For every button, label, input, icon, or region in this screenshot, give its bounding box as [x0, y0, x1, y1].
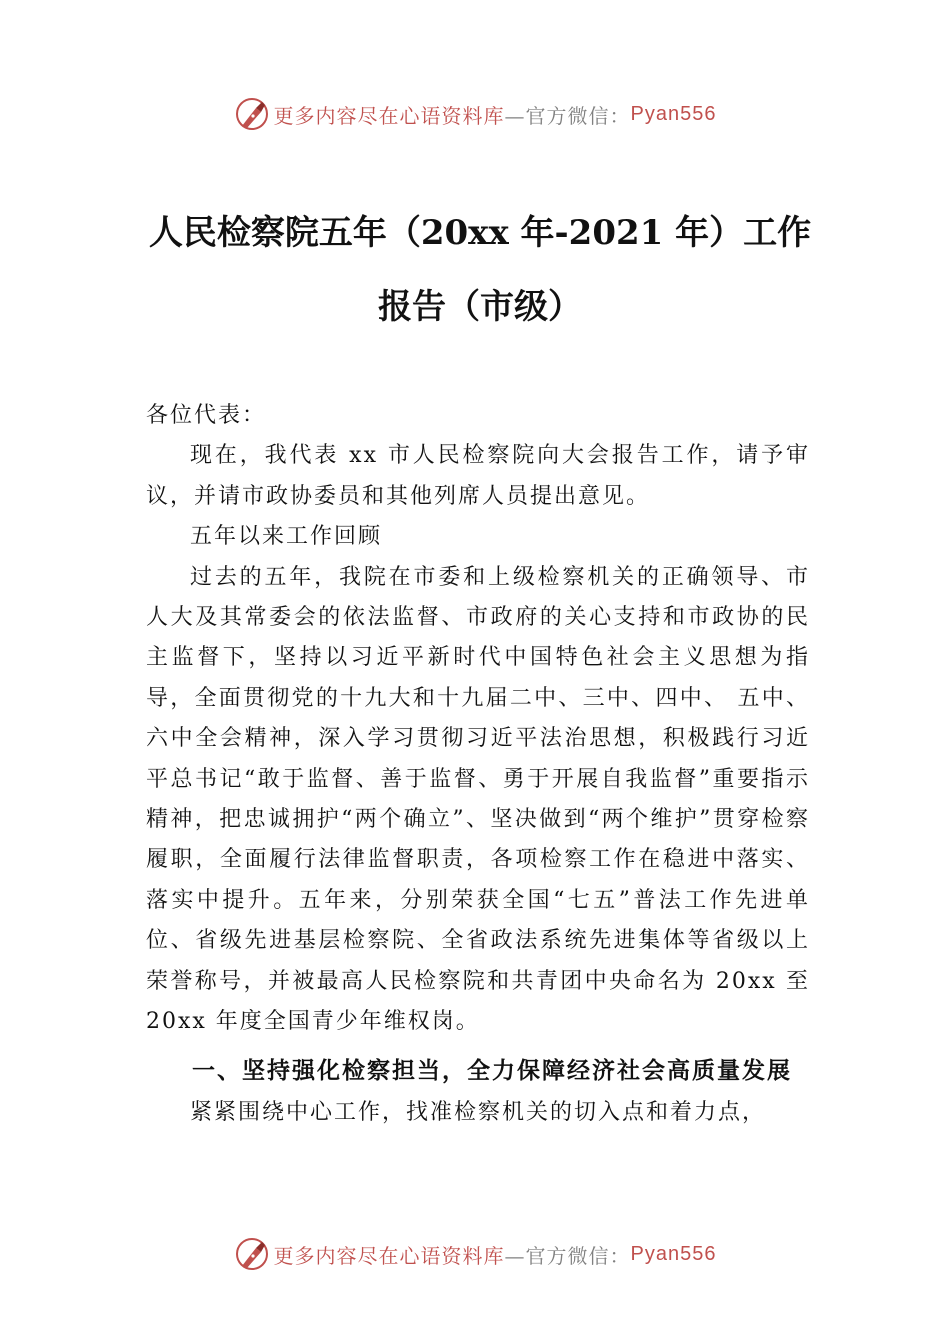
header-banner: [0, 96, 950, 132]
banner-text-wechat-id: Pyan556: [630, 1242, 717, 1265]
pen-nib-logo-icon: [234, 1236, 270, 1272]
salutation: 各位代表：: [146, 403, 267, 428]
banner-text-library: 更多内容尽在心语资料库: [273, 1243, 505, 1268]
intro-paragraph: 现在，我代表 xx 市人民检察院向大会报告工作，请予审议，并请市政协委员和其他列席人员提出意见。: [146, 443, 810, 509]
section-review-title: 五年以来工作回顾: [190, 524, 383, 550]
banner-text-library: 更多内容尽在心语资料库: [273, 103, 505, 128]
banner-text-official: —官方微信：: [504, 1243, 631, 1268]
pen-nib-logo-icon: [234, 96, 270, 132]
section-heading-1: 一、坚持强化检察担当，全力保障经济社会高质量发展: [192, 1057, 792, 1084]
section-1-paragraph: 紧紧围绕中心工作，找准检察机关的切入点和着力点，: [190, 1099, 767, 1125]
banner-text-wechat-id: Pyan556: [630, 102, 717, 125]
review-paragraph: 过去的五年，我院在市委和上级检察机关的正确领导、市人大及其常委会的依法监督、市政府的关心支持和市政协的民主监督下，坚持以习近平新时代中国特色社会主义思想为指导，全面贯彻党的十九大和十九届二中、三中、四中、 五中、六中全会精神，深入学习贯彻习近平法治思想，积极践行习近平总书记“敢于监督、善于监督、勇于开展自我监督”重要指示精神，把忠诚拥护“两个确立”、坚决做到“两个维护”贯穿检察履职，全面履行法律监督职责，各项检察工作在稳进中落实、落实中提升。五年来，分别荣获全国“七五”普法工作先进单位、省级先进基层检察院、全省政法系统先进集体等省级以上荣誉称号，并被最高人民检察院和共青团中央命名为 20xx 至 20xx 年度全国青少年维权岗。: [146, 564, 810, 1035]
document-title: 人民检察院五年（20xx 年-2021 年）工作报告（市级）: [148, 213, 812, 327]
banner-text-official: —官方微信：: [504, 103, 631, 128]
document-body: [146, 396, 810, 1133]
footer-banner: [0, 1236, 950, 1272]
